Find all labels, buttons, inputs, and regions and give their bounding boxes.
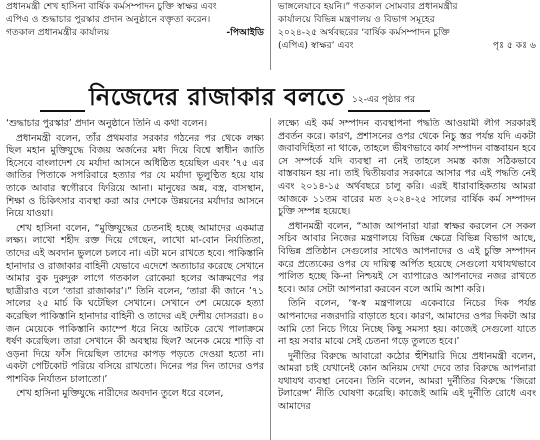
caption-line: গতকাল প্রধানমন্ত্রীর কার্যালয় <box>6 27 110 38</box>
photo-credit: -পিআইডি <box>226 27 264 38</box>
article-headline: নিজেদের রাজাকার বলতে <box>85 82 348 112</box>
column-divider <box>270 118 271 440</box>
paragraph: প্রধানমন্ত্রী বলেন, “আজ আপনারা যারা স্বাক্ষর করলেন সে সকল সচিব আবার নিজের মন্ত্রণালয়ে বিভিন্ন ক্ষেত্রে বিভিন্ন বিভাগ আছে, বিভিন্ন প্রতিষ্ঠান সেগুলোর সাথেও আপনাদের ও এই চুক্তি সম্পাদন করে প্রত্যেকের ওপর যে দায়িত্ব অর্পিত হয়েছে সেগুলো যথাযথভাবে পালিত হচ্ছে কি-না নিশ্চয়ই সে ব্যাপারেও আপনাদের নজর রাখতে হবে। আর সেটা আপনারা করবেন বলে আমি আশা করি। <box>278 220 536 295</box>
headline-band <box>0 82 540 116</box>
caption-line: প্রধানমন্ত্রী শেখ হাসিনা বার্ষিক কর্মসম্পাদন চুক্তি স্বাক্ষর এবং <box>6 1 217 12</box>
article-column-left <box>6 118 264 440</box>
continuation-note: ১২-এর পৃষ্ঠার পর <box>352 95 416 105</box>
paragraph: ‘শুদ্ধাচার পুরস্কার’ প্রদান অনুষ্ঠানে তিনি এ কথা বলেন। <box>6 118 208 129</box>
paragraph: লক্ষ্যে এই কর্ম সম্পাদন ব্যবস্থাপনা পদ্ধতি আওয়ামী লীগ সরকারই প্রবর্তন করে। কারণ, প্রশাসনের ওপর থেকে নিচু স্তর পর্যন্ত যদি একটা জবাবদিহিতা না থাকে, তাহলে ভীষণভাবে কার্য সম্পাদন বাস্তবায়ন হবে সে সম্পর্কে যদি ব্যবস্থা না নেই তাহলে সমস্ত কাজ সঠিকভাবে বাস্তবায়ন হয় না। তাই দ্বিতীয়বার সরকারে আসার পর এই পদ্ধতি নেই এবং ২০১৪-১৫ অর্থবছরে চালু করি। এরই ধারাবাহিকতায় আমরা আজকে ১১তম বারের মত ২০২৪-২৫ সালের বার্ষিক কর্ম সম্পাদন চুক্তি সম্পন্ন হয়েছে। <box>278 118 536 218</box>
snippet-line: (এপিএ) স্বাক্ষর’ এবং <box>278 40 354 51</box>
paragraph: শেখ হাসিনা বলেন, “মুক্তিযুদ্ধের চেতনাই হচ্ছে আমাদের একমাত্র লক্ষ্য। লাখো শহীদ রক্ত দিয়ে গেছেন, লাখো মা-বোন নির্যাতিতা, তাদের এই অবদান ভুললে চলবে না। এটা মনে রাখতে হবে। পাকিস্তানি হানাদার ও রাজাকার বাহিনী যেভাবে এদেশে অত্যাচার করেছে সেখানে আমার বুক দুরুদুরু লাগে গতকাল রোকেয়া হলের আক্রমণের পর ছাত্রীরাও বলে ‘তারা রাজাকার’।” তিনি বলেন, ‘তারা কী জানে ’৭১ সালের ২৫ মার্চ কি ঘটেছিল সেখানে। সেখানে ৩শ মেয়েকে হত্যা করেছিল পাকিস্তানি হানাদার বাহিনী ও তাদের এই দেশীয় দোসররা। ৪০ জন মেয়েকে পাকিস্তানি ক্যাম্পে ধরে নিয়ে আটকে রেখে পালাক্রমে ধর্ষণ করেছিল। তারা সেখানে কী অবস্থায় ছিল? অনেক মেয়ে শাড়ি বা ওড়না দিয়ে ফাঁস দিয়েছিল তাদের কাপড় পড়তে দেওয়া হতো না। একটা পেটিকোট পরিয়ে বসিয়ে রাখতো। দিনের পর দিন তাদের ওপর পাশবিক নির্যাতন চালাতো।’ <box>6 222 264 385</box>
page-reference: পৃঃ ৫ কঃ ৬ <box>492 40 536 51</box>
photo-caption <box>6 0 264 70</box>
column-divider <box>270 0 271 70</box>
caption-last-line <box>6 26 264 39</box>
snippet-last-line <box>278 39 536 52</box>
continued-article-snippet <box>278 0 536 70</box>
paragraph: দুর্নীতির বিরুদ্ধে আবারো কঠোর হুঁশিয়ারি দিয়ে প্রধানমন্ত্রী বলেন, আমরা চাই যেখানেই কোন অনিয়ম দেখা দেবে তার বিরুদ্ধে আপনারা যথাযথ ব্যবস্থা নেবেন। তিনি বলেন, আমরা দুর্নীতির বিরুদ্ধে ‘জিরো টলারেন্স’ নীতি ঘোষণা করেছি। কাজেই আমি এই দুর্নীতি রোধে এবং আমাদের <box>278 350 536 413</box>
article-column-right <box>278 118 536 440</box>
snippet-line: ২০২৪-২৫ অর্থবছরের ‘বার্ষিক কর্মসম্পাদন চুক্তি <box>278 27 450 38</box>
paragraph: প্রধানমন্ত্রী বলেন, তাঁর প্রথমবার সরকার গঠনের পর থেকে লক্ষ্য ছিল মহান মুক্তিযুদ্ধে বিজয় অর্জনের মধ্য দিয়ে বিশ্বে স্বাধীন জাতি হিসেবে বাংলাদেশ যে মর্যাদা আসনে অধিষ্ঠিত হয়েছিল এবং ’৭৫ এর জাতির পিতাকে সপরিবারে হত্যার পর যে মর্যাদা ভূলুণ্ঠিত হয়ে যায় তাকে আবার স্বগৌরবে ফিরিয়ে আনা। মানুষের অন্ন, বস্ত্র, বাসস্থান, শিক্ষা ও চিকিৎসার ব্যবস্থা করা আর দেশকে উন্নয়নের মর্যাদার আসনে নিয়ে যাওয়া। <box>6 132 264 220</box>
caption-line: এপিএ ও শুদ্ধাচার পুরস্কার প্রদান অনুষ্ঠানে বক্তৃতা করেন। <box>6 14 211 25</box>
snippet-line: ভাঙ্গলেযাবে হয়নি।” গতকাল সোমবার প্রধানমন্ত্রীর <box>278 1 458 12</box>
snippet-line: কার্যালয়ে বিভিন্ন মন্ত্রণালয় ও বিভাগ সমূহের <box>278 14 435 25</box>
paragraph: তিনি বলেন, ‘স্ব-স্ব মন্ত্রণালয়ে একেবারে নিচের দিক পর্যন্ত আপনাদের নজরদারি বাড়াতে হবে। কারণ, আমাদের ওপর দিকটা আর আমি তো নিচে গিয়ে নিচ্ছে কিছু সমস্যা হয়। কাজেই সেগুলো যাতে না হয় সবার মাঝে সেই চেতনা গড়ে তুলতে হবে।’ <box>278 298 536 348</box>
paragraph: শেখ হাসিনা মুক্তিযুদ্ধে নারীদের অবদান তুলে ধরে বলেন, <box>16 388 224 400</box>
